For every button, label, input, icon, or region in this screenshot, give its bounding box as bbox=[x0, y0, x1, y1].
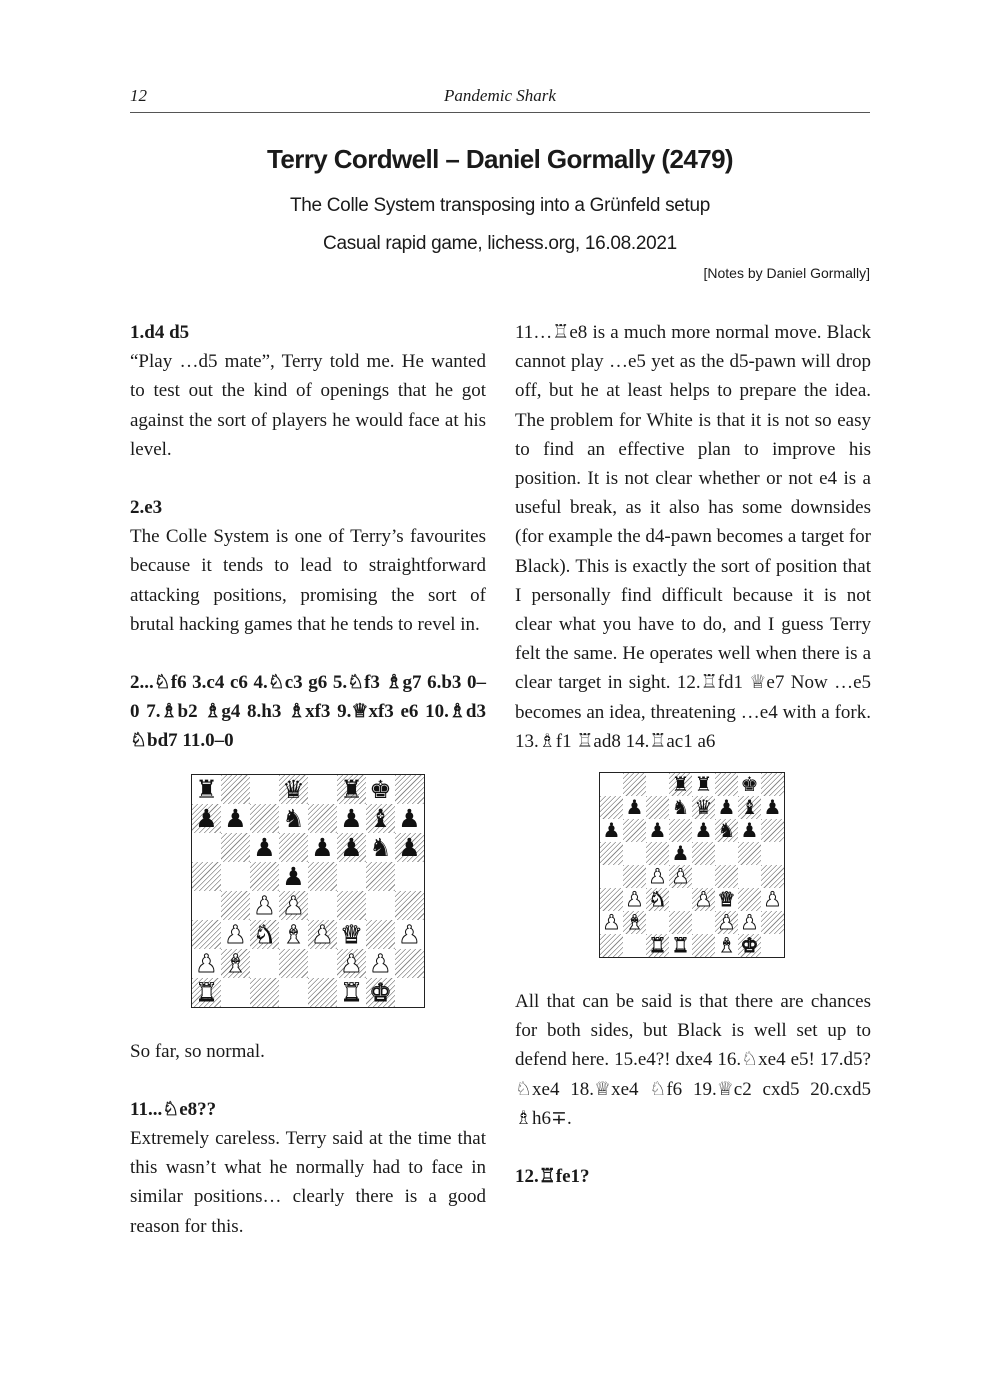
white-queen-icon: ♛ bbox=[340, 919, 363, 949]
board-square bbox=[192, 920, 221, 949]
white-pawn-icon: ♟ bbox=[717, 910, 736, 935]
page-number: 12 bbox=[130, 86, 147, 105]
black-pawn-icon: ♟ bbox=[602, 818, 621, 843]
board-square bbox=[600, 842, 623, 865]
move-heading: 1.d4 d5 bbox=[130, 322, 190, 343]
notes-credit: [Notes by Daniel Gormally] bbox=[703, 265, 870, 281]
white-pawn-icon: ♟ bbox=[282, 890, 305, 920]
board-square bbox=[623, 773, 646, 796]
black-pawn-icon: ♟ bbox=[671, 841, 690, 866]
black-queen-icon: ♛ bbox=[282, 774, 305, 804]
board-square bbox=[600, 888, 623, 911]
black-king-icon: ♚ bbox=[369, 774, 392, 804]
annotation-paragraph: All that can be said is that there are chances for both sides, but Black is well set up to defend here. 15.e4?! dxe4 16.♘xe4 e5! 17.d5? ♘xe4 18.♕xe4 ♘f6 19.♕c2 cxd5 20.cxd5 ♗h6∓. bbox=[515, 991, 871, 1129]
white-pawn-icon: ♟ bbox=[369, 948, 392, 978]
board-square bbox=[646, 773, 669, 796]
white-pawn-icon: ♟ bbox=[671, 864, 690, 889]
black-knight-icon: ♞ bbox=[369, 832, 392, 862]
chess-diagram-2 bbox=[599, 772, 785, 958]
black-queen-icon: ♛ bbox=[694, 795, 713, 820]
board-square bbox=[366, 862, 395, 891]
annotation-paragraph: Extremely careless. Terry said at the time that this wasn’t what he normally had to face in similar positions… clearly there is a good reason for this. bbox=[130, 1128, 486, 1237]
white-rook-icon: ♜ bbox=[671, 933, 690, 958]
board-square bbox=[761, 934, 784, 957]
white-pawn-icon: ♟ bbox=[648, 864, 667, 889]
annotation-paragraph: 11…♖e8 is a much more normal move. Black cannot play …e5 yet as the d5-pawn will drop off, but he at least helps to prepare the idea. The problem for White is that it is not so easy to find an effective plan to improve his position. It is not clear whether or not e4 is a useful break, as it also has some downsides (for example the d4-pawn becomes a target for Black). This is exactly the sort of position that I personally find difficult because it is not clear what you have to do, and I guess Terry felt the same. He operates well when there is a clear target in sight. 12.♖fd1 ♕e7 Now …e5 becomes an idea, threatening …e4 with a fork. 13.♗f1 ♖ad8 14.♖ac1 a6 bbox=[515, 322, 871, 752]
board-square bbox=[308, 978, 337, 1007]
board-square bbox=[738, 842, 761, 865]
board-square bbox=[669, 888, 692, 911]
black-pawn-icon: ♟ bbox=[625, 795, 644, 820]
move-sequence: 2...♘f6 3.c4 c6 4.♘c3 g6 5.♘f3 ♗g7 6.b3 0–0 7.♗b2 ♗g4 8.h3 ♗xf3 9.♕xf3 e6 10.♗d3 ♘bd7 11.0–0 bbox=[130, 672, 486, 752]
board-square bbox=[366, 920, 395, 949]
board-square bbox=[761, 773, 784, 796]
white-pawn-icon: ♟ bbox=[625, 887, 644, 912]
board-square bbox=[692, 911, 715, 934]
white-pawn-icon: ♟ bbox=[340, 948, 363, 978]
board-square bbox=[715, 865, 738, 888]
board-square bbox=[623, 934, 646, 957]
board-square bbox=[250, 862, 279, 891]
board-square bbox=[337, 862, 366, 891]
white-king-icon: ♚ bbox=[369, 977, 392, 1007]
white-pawn-icon: ♟ bbox=[602, 910, 621, 935]
board-square bbox=[395, 891, 424, 920]
black-rook-icon: ♜ bbox=[694, 772, 713, 797]
board-square bbox=[692, 842, 715, 865]
board-square bbox=[761, 911, 784, 934]
board-square bbox=[761, 865, 784, 888]
board-square bbox=[669, 911, 692, 934]
white-rook-icon: ♜ bbox=[648, 933, 667, 958]
white-pawn-icon: ♟ bbox=[311, 919, 334, 949]
white-knight-icon: ♞ bbox=[648, 887, 667, 912]
white-pawn-icon: ♟ bbox=[195, 948, 218, 978]
board-square bbox=[395, 862, 424, 891]
board-square bbox=[250, 775, 279, 804]
board-square bbox=[692, 865, 715, 888]
board-square bbox=[646, 796, 669, 819]
board-square bbox=[600, 773, 623, 796]
board-square bbox=[623, 865, 646, 888]
board-square bbox=[600, 865, 623, 888]
black-pawn-icon: ♟ bbox=[763, 795, 782, 820]
board-square bbox=[221, 862, 250, 891]
board-square bbox=[221, 833, 250, 862]
board-square bbox=[279, 833, 308, 862]
move-heading: 11...♘e8?? bbox=[130, 1098, 217, 1120]
black-pawn-icon: ♟ bbox=[224, 803, 247, 833]
black-pawn-icon: ♟ bbox=[340, 832, 363, 862]
board-square bbox=[600, 796, 623, 819]
white-queen-icon: ♛ bbox=[717, 887, 736, 912]
black-pawn-icon: ♟ bbox=[195, 803, 218, 833]
board-square bbox=[250, 949, 279, 978]
white-pawn-icon: ♟ bbox=[224, 919, 247, 949]
black-pawn-icon: ♟ bbox=[311, 832, 334, 862]
board-square bbox=[715, 842, 738, 865]
annotation-paragraph: “Play …d5 mate”, Terry told me. He wanted to test out the kind of openings that he got against the sort of players he would face at his level. bbox=[130, 351, 486, 460]
board-square bbox=[761, 819, 784, 842]
board-square bbox=[738, 888, 761, 911]
white-bishop-icon: ♝ bbox=[625, 910, 644, 935]
board-square bbox=[192, 862, 221, 891]
white-king-icon: ♚ bbox=[740, 933, 759, 958]
game-title: Terry Cordwell – Daniel Gormally (2479) bbox=[267, 144, 733, 174]
black-knight-icon: ♞ bbox=[717, 818, 736, 843]
white-bishop-icon: ♝ bbox=[717, 933, 736, 958]
board-square bbox=[192, 833, 221, 862]
black-pawn-icon: ♟ bbox=[398, 832, 421, 862]
running-head bbox=[130, 86, 870, 113]
white-bishop-icon: ♝ bbox=[224, 948, 247, 978]
event-subtitle: Casual rapid game, lichess.org, 16.08.2021 bbox=[323, 233, 677, 254]
white-rook-icon: ♜ bbox=[340, 977, 363, 1007]
black-pawn-icon: ♟ bbox=[253, 832, 276, 862]
annotation-paragraph: So far, so normal. bbox=[130, 1040, 265, 1062]
board-square bbox=[308, 891, 337, 920]
board-square bbox=[308, 862, 337, 891]
black-rook-icon: ♜ bbox=[671, 772, 690, 797]
black-rook-icon: ♜ bbox=[340, 774, 363, 804]
white-rook-icon: ♜ bbox=[195, 977, 218, 1007]
white-pawn-icon: ♟ bbox=[694, 887, 713, 912]
board-square bbox=[221, 775, 250, 804]
board-square bbox=[669, 819, 692, 842]
board-square bbox=[600, 934, 623, 957]
black-pawn-icon: ♟ bbox=[740, 818, 759, 843]
black-knight-icon: ♞ bbox=[671, 795, 690, 820]
board-square bbox=[308, 949, 337, 978]
annotation-paragraph: The Colle System is one of Terry’s favourites because it tends to lead to straightforward attacking positions, promising the sort of brutal hacking games that he tends to revel in. bbox=[130, 526, 486, 635]
board-square bbox=[308, 804, 337, 833]
board-square bbox=[623, 842, 646, 865]
black-rook-icon: ♜ bbox=[195, 774, 218, 804]
board-square bbox=[395, 775, 424, 804]
black-bishop-icon: ♝ bbox=[369, 803, 392, 833]
white-pawn-icon: ♟ bbox=[398, 919, 421, 949]
white-pawn-icon: ♟ bbox=[253, 890, 276, 920]
board-square bbox=[646, 842, 669, 865]
white-pawn-icon: ♟ bbox=[763, 887, 782, 912]
black-pawn-icon: ♟ bbox=[717, 795, 736, 820]
board-square bbox=[692, 934, 715, 957]
white-knight-icon: ♞ bbox=[253, 919, 276, 949]
board-square bbox=[250, 978, 279, 1007]
board-square bbox=[646, 911, 669, 934]
book-title: Pandemic Shark bbox=[444, 86, 556, 105]
right-column bbox=[515, 318, 871, 1191]
black-king-icon: ♚ bbox=[740, 772, 759, 797]
black-pawn-icon: ♟ bbox=[282, 861, 305, 891]
black-pawn-icon: ♟ bbox=[694, 818, 713, 843]
left-column bbox=[130, 318, 486, 1241]
black-pawn-icon: ♟ bbox=[340, 803, 363, 833]
chess-diagram-1 bbox=[191, 774, 425, 1008]
board-square bbox=[250, 804, 279, 833]
board-square bbox=[221, 978, 250, 1007]
white-bishop-icon: ♝ bbox=[282, 919, 305, 949]
black-knight-icon: ♞ bbox=[282, 803, 305, 833]
move-heading: 2.e3 bbox=[130, 497, 163, 519]
black-pawn-icon: ♟ bbox=[648, 818, 667, 843]
move-heading: 12.♖fe1? bbox=[515, 1166, 590, 1188]
board-square bbox=[308, 775, 337, 804]
black-bishop-icon: ♝ bbox=[740, 795, 759, 820]
board-square bbox=[623, 819, 646, 842]
board-square bbox=[279, 949, 308, 978]
board-square bbox=[279, 978, 308, 1007]
board-square bbox=[395, 949, 424, 978]
board-square bbox=[395, 978, 424, 1007]
board-square bbox=[715, 773, 738, 796]
white-pawn-icon: ♟ bbox=[740, 910, 759, 935]
board-square bbox=[738, 865, 761, 888]
board-square bbox=[221, 891, 250, 920]
board-square bbox=[761, 842, 784, 865]
opening-subtitle: The Colle System transposing into a Grünfeld setup bbox=[289, 195, 711, 216]
board-square bbox=[366, 891, 395, 920]
board-square bbox=[192, 891, 221, 920]
black-pawn-icon: ♟ bbox=[398, 803, 421, 833]
board-square bbox=[337, 891, 366, 920]
